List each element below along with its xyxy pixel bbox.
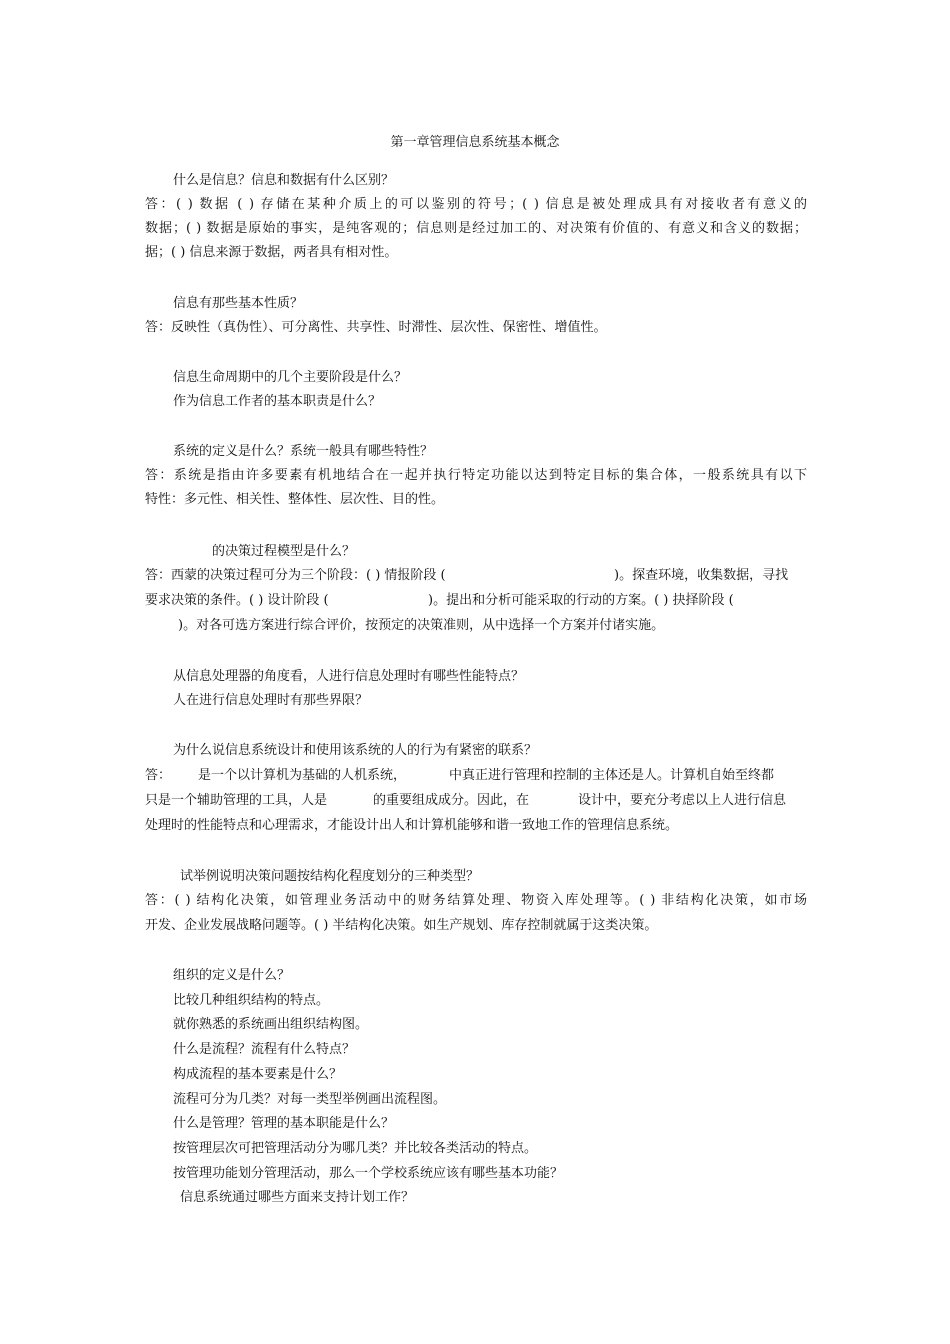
answer-line: 特性：多元性、相关性、整体性、层次性、目的性。 (145, 492, 445, 507)
answer-segment: 中真正进行管理和控制的主体还是人。计算机自始至终都 (449, 768, 775, 783)
answer-segment: )。对各可选方案进行综合评价，按预定的决策准则，从中选择一个方案并付诸实施。 (178, 618, 665, 633)
question-list-item: 组织的定义是什么？ (173, 968, 291, 983)
answer-line: 答：系统是指由许多要素有机地结合在一起并执行特定功能以达到特定目标的集合体，一般系统具有以下 (145, 468, 807, 483)
answer-segment: 的重要组成成分。因此，在 (373, 793, 530, 808)
question-system-definition: 系统的定义是什么？系统一般具有哪些特性？ (173, 444, 434, 459)
answer-line: 处理时的性能特点和心理需求，才能设计出人和计算机能够和谐一致地工作的管理信息系统。 (145, 818, 679, 833)
answer-segment: 是一个以计算机为基础的人机系统， (198, 768, 407, 783)
question-human-processing-limits: 人在进行信息处理时有那些界限？ (173, 693, 369, 708)
answer-line: 答：反映性（真伪性）、可分离性、共享性、时滞性、层次性、保密性、增值性。 (145, 320, 607, 335)
question-information-vs-data: 什么是信息？信息和数据有什么区别？ (173, 173, 395, 188)
question-list-item: 什么是流程？流程有什么特点？ (173, 1042, 356, 1057)
answer-line: 答：( ) 结构化决策，如管理业务活动中的财务结算处理、物资入库处理等。( ) 非结构化决策，如市场 (145, 893, 807, 908)
question-list-item: 什么是管理？管理的基本职能是什么？ (173, 1116, 395, 1131)
question-decision-model: 的决策过程模型是什么？ (212, 544, 356, 559)
question-list-item: 按管理功能划分管理活动，那么一个学校系统应该有哪些基本功能？ (173, 1166, 564, 1181)
answer-segment: 答：西蒙的决策过程可分为三个阶段：( ) 情报阶段 ( (145, 568, 446, 583)
question-information-properties: 信息有那些基本性质？ (173, 296, 304, 311)
answer-segment: )。提出和分析可能采取的行动的方案。( ) 抉择阶段 ( (428, 593, 734, 608)
question-list-item: 流程可分为几类？对每一类型举例画出流程图。 (173, 1092, 447, 1107)
question-system-design-behavior: 为什么说信息系统设计和使用该系统的人的行为有紧密的联系？ (173, 743, 538, 758)
answer-line: 开发、企业发展战略问题等。( ) 半结构化决策。如生产规划、库存控制就属于这类决策。 (145, 918, 658, 933)
question-list-item: 比较几种组织结构的特点。 (173, 993, 330, 1008)
answer-segment: )。探查环境，收集数据，寻找 (614, 568, 789, 583)
answer-line: 答：( ) 数据 ( ) 存储在某种介质上的可以鉴别的符号；( ) 信息是被处理成具有对接收者有意义的 (145, 197, 807, 212)
answer-segment: 答： (145, 768, 172, 783)
question-human-processing-traits: 从信息处理器的角度看，人进行信息处理时有哪些性能特点？ (173, 669, 525, 684)
question-list-item: 就你熟悉的系统画出组织结构图。 (173, 1017, 369, 1032)
answer-segment: 要求决策的条件。( ) 设计阶段 ( (145, 593, 329, 608)
question-information-lifecycle: 信息生命周期中的几个主要阶段是什么？ (173, 370, 408, 385)
question-list-item: 按管理层次可把管理活动分为哪几类？并比较各类活动的特点。 (173, 1141, 538, 1156)
answer-line: 数据；( ) 数据是原始的事实，是纯客观的；信息则是经过加工的、对决策有价值的、有意义和含义的数据； (145, 221, 807, 236)
question-information-worker-duties: 作为信息工作者的基本职责是什么？ (173, 394, 382, 409)
question-list-item: 信息系统通过哪些方面来支持计划工作？ (180, 1190, 415, 1205)
answer-segment: 只是一个辅助管理的工具，人是 (145, 793, 328, 808)
chapter-title: 第一章管理信息系统基本概念 (390, 135, 560, 150)
answer-segment: 设计中，要充分考虑以上人进行信息 (578, 793, 787, 808)
question-list-item: 构成流程的基本要素是什么？ (173, 1067, 343, 1082)
question-decision-structure-types: 试举例说明决策问题按结构化程度划分的三种类型？ (180, 869, 480, 884)
answer-line: 据；( ) 信息来源于数据，两者具有相对性。 (145, 245, 398, 260)
